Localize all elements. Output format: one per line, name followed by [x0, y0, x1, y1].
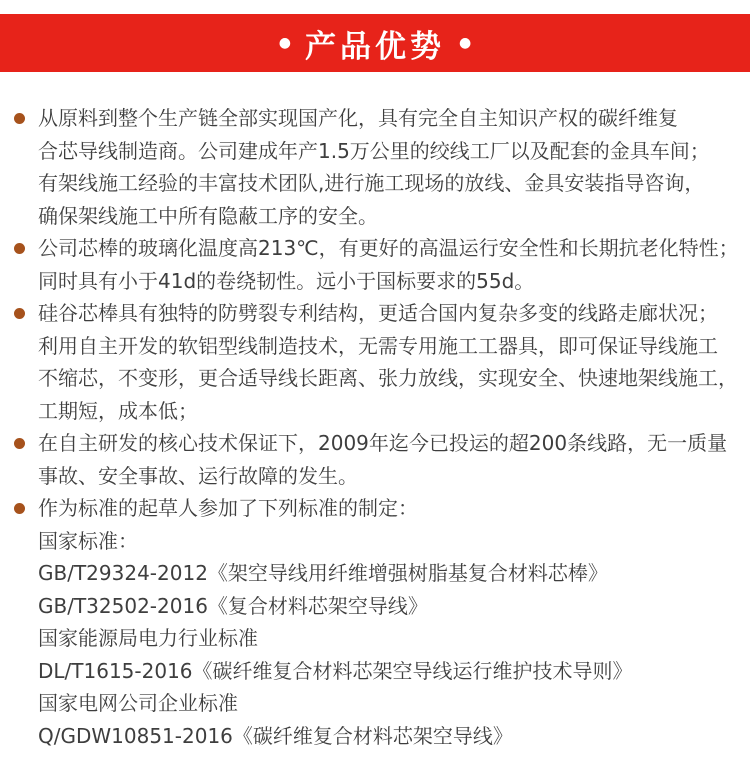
text-line: 有架线施工经验的丰富技术团队,进行施工现场的放线、金具安装指导咨询， [38, 171, 705, 195]
text-line: 合芯导线制造商。公司建成年产1.5万公里的绞线工厂以及配套的金具车间； [38, 138, 710, 163]
banner [0, 14, 750, 72]
advantage-item [38, 297, 744, 427]
advantage-item [38, 492, 744, 752]
text-line: 国家能源局电力行业标准 [38, 626, 258, 650]
advantage-item [38, 232, 744, 297]
advantages-list [0, 72, 750, 752]
circle-bullet-icon [14, 243, 25, 254]
text-line: 确保架线施工中所有隐蔽工序的安全。 [38, 203, 378, 228]
text-line: GB/T29324-2012《架空导线用纤维增强树脂基复合材料芯棒》 [38, 561, 608, 585]
advantage-item [38, 102, 744, 232]
page-title: 产品优势 [305, 28, 445, 65]
text-line: 不缩芯，不变形，更合适导线长距离、张力放线，实现安全、快速地架线施工， [38, 366, 738, 390]
text-line: 作为标准的起草人参加了下列标准的制定： [38, 496, 418, 520]
text-line: 从原料到整个生产链全部实现国产化，具有完全自主知识产权的碳纤维复 [38, 106, 678, 130]
text-line: 公司芯棒的玻璃化温度高213℃，有更好的高温运行安全性和长期抗老化特性； [38, 236, 739, 260]
circle-bullet-icon [14, 438, 25, 449]
advantage-item [38, 427, 744, 492]
text-line: Q/GDW10851-2016《碳纤维复合材料芯架空导线》 [38, 723, 513, 748]
text-line: 国家电网公司企业标准 [38, 691, 238, 715]
text-line: 硅谷芯棒具有独特的防劈裂专利结构，更适合国内复杂多变的线路走廊状况； [38, 301, 718, 325]
text-line: 工期短，成本低； [38, 398, 198, 423]
circle-bullet-icon [14, 113, 25, 124]
text-line: 国家标准： [38, 528, 138, 553]
circle-bullet-icon [14, 308, 25, 319]
text-line: 利用自主开发的软铝型线制造技术，无需专用施工工器具，即可保证导线施工 [38, 333, 718, 358]
text-line: GB/T32502-2016《复合材料芯架空导线》 [38, 593, 428, 618]
text-line: 同时具有小于41d的卷绕韧性。远小于国标要求的55d。 [38, 268, 535, 293]
product-advantages-page [0, 14, 750, 752]
circle-bullet-icon [14, 503, 25, 514]
text-line: 在自主研发的核心技术保证下，2009年迄今已投运的超200条线路，无一质量 [38, 431, 728, 455]
banner-left-dot-icon: ● [278, 35, 291, 51]
text-line: DL/T1615-2016《碳纤维复合材料芯架空导线运行维护技术导则》 [38, 658, 633, 683]
banner-right-dot-icon: ● [459, 35, 472, 51]
text-line: 事故、安全事故、运行故障的发生。 [38, 463, 358, 488]
